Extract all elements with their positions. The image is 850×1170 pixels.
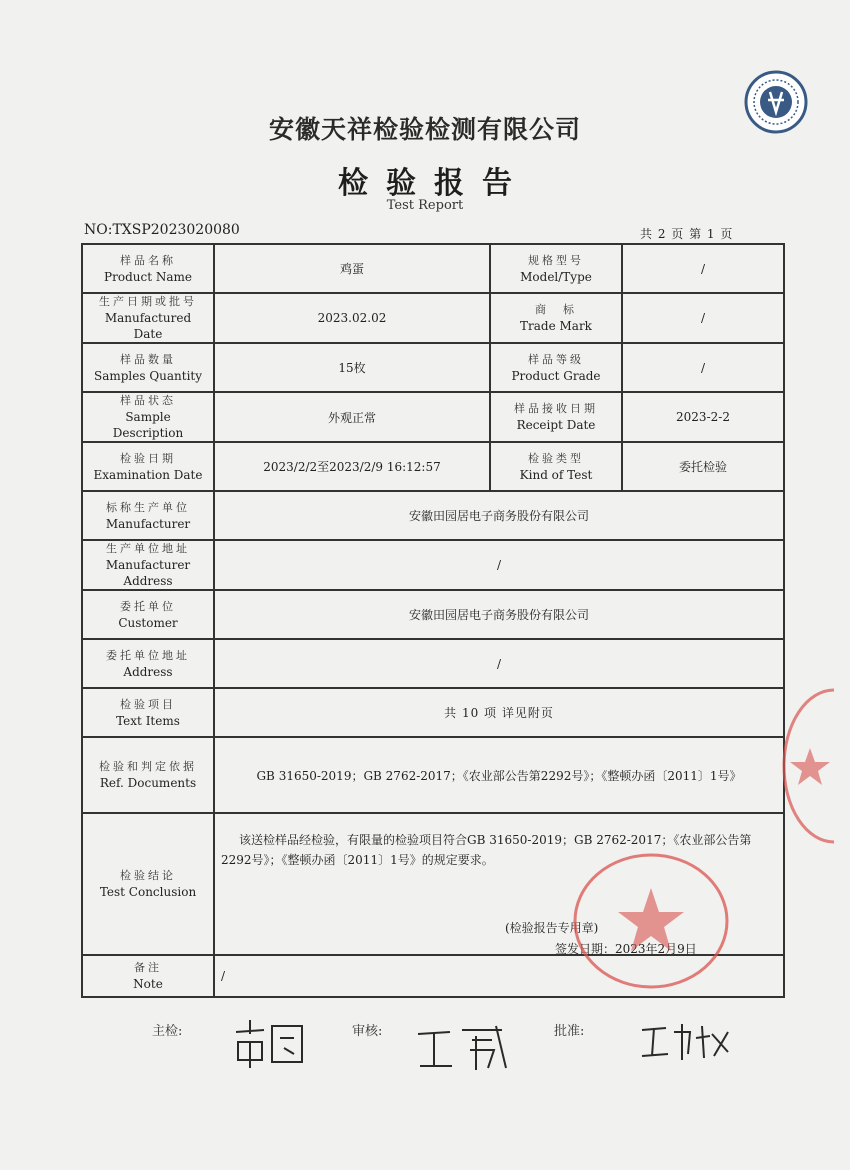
label-product-name: 样品名称 Product Name (82, 244, 214, 293)
value-kind-of-test: 委托检验 (622, 442, 784, 491)
label-manufacturer-address: 生产单位地址 Manufacturer Address (82, 540, 214, 590)
approver-signature (638, 1018, 734, 1064)
label-receipt-date: 样品接收日期 Receipt Date (490, 392, 622, 442)
value-product-name: 鸡蛋 (214, 244, 490, 293)
table-row (82, 688, 784, 737)
label-address: 委托单位地址 Address (82, 639, 214, 688)
label-manufactured-date: 生产日期或批号 Manufactured Date (82, 293, 214, 343)
conclusion-text: 该送检样品经检验，有限量的检验项目符合GB 31650-2019；GB 2762-2017；《农业部公告第2292号》；《整顿办函〔2011〕1号》的规定要求。 (221, 833, 752, 867)
table-row (82, 343, 784, 392)
label-sample-description: 样品状态 Sample Description (82, 392, 214, 442)
table-row (82, 737, 784, 813)
label-model-type: 规格型号 Model/Type (490, 244, 622, 293)
table-row (82, 244, 784, 293)
value-examination-date: 2023/2/2至2023/2/9 16:12:57 (214, 442, 490, 491)
label-examination-date: 检验日期 Examination Date (82, 442, 214, 491)
report-title: 检验报告 (338, 166, 530, 201)
chief-inspector-signature (228, 1012, 308, 1072)
value-address: / (214, 639, 784, 688)
edge-seal-stamp (780, 686, 834, 846)
label-kind-of-test: 检验类型 Kind of Test (490, 442, 622, 491)
label-manufacturer: 标称生产单位 Manufacturer (82, 491, 214, 540)
company-name: 安徽天祥检验检测有限公司 (268, 115, 581, 144)
label-trade-mark: 商 标 Trade Mark (490, 293, 622, 343)
label-product-grade: 样品等级 Product Grade (490, 343, 622, 392)
stamp-label: (检验报告专用章) (505, 921, 599, 935)
value-manufacturer-address: / (214, 540, 784, 590)
report-title-en: Test Report (386, 198, 464, 213)
label-samples-quantity: 样品数量 Samples Quantity (82, 343, 214, 392)
value-test-items: 共 10 项 详见附页 (214, 688, 784, 737)
value-model-type: / (622, 244, 784, 293)
page-info: 共 2 页 第 1 页 (640, 227, 734, 241)
value-customer: 安徽田园居电子商务股份有限公司 (214, 590, 784, 639)
approver-label: 批准: (554, 1024, 585, 1039)
reviewer-signature (414, 1022, 510, 1074)
inspection-seal-stamp (566, 846, 736, 996)
value-sample-description: 外观正常 (214, 392, 490, 442)
value-samples-quantity: 15枚 (214, 343, 490, 392)
label-test-conclusion: 检验结论 Test Conclusion (82, 813, 214, 955)
table-row (82, 392, 784, 442)
table-row (82, 540, 784, 590)
table-row (82, 293, 784, 343)
value-manufactured-date: 2023.02.02 (214, 293, 490, 343)
value-manufacturer: 安徽田园居电子商务股份有限公司 (214, 491, 784, 540)
table-row (82, 442, 784, 491)
table-row (82, 491, 784, 540)
issue-date: 签发日期：2023年2月9日 (555, 942, 697, 956)
report-number: NO:TXSP2023020080 (84, 222, 240, 238)
reviewer-label: 审核: (352, 1024, 383, 1039)
value-ref-documents: GB 31650-2019；GB 2762-2017；《农业部公告第2292号》；《整顿办函〔2011〕1号》 (214, 737, 784, 813)
value-receipt-date: 2023-2-2 (622, 392, 784, 442)
label-test-items: 检验项目 Text Items (82, 688, 214, 737)
label-ref-documents: 检验和判定依据 Ref. Documents (82, 737, 214, 813)
chief-inspector-label: 主检: (152, 1024, 183, 1039)
value-product-grade: / (622, 343, 784, 392)
value-trade-mark: / (622, 293, 784, 343)
label-customer: 委托单位 Customer (82, 590, 214, 639)
value-note: / (214, 955, 784, 997)
label-note: 备注 Note (82, 955, 214, 997)
table-row (82, 639, 784, 688)
table-row (82, 590, 784, 639)
